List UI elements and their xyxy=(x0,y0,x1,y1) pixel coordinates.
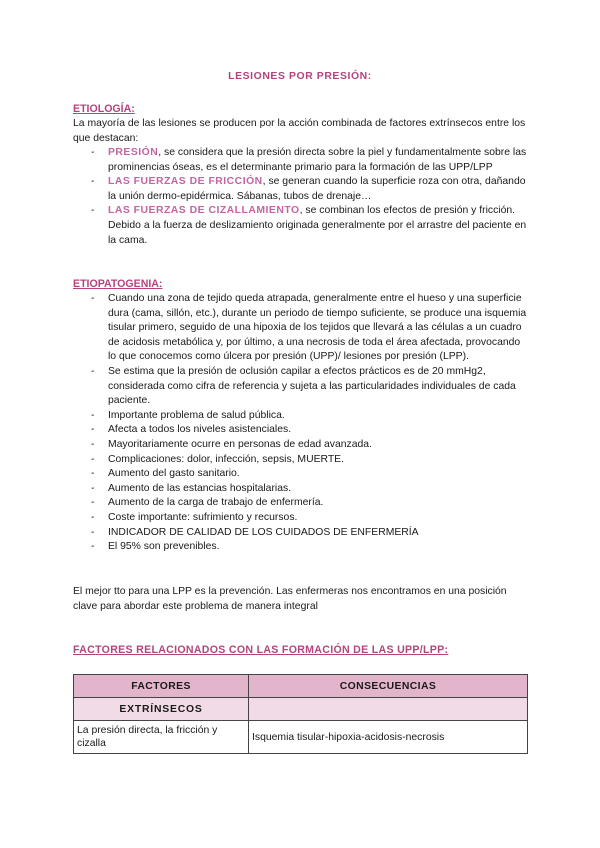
column-header-consecuencias: CONSECUENCIAS xyxy=(249,675,528,698)
term-cizallamiento: LAS FUERZAS DE CIZALLAMIENTO xyxy=(108,205,300,217)
etiologia-intro: La mayoría de las lesiones se producen por la acción combinada de factores extrínsecos entre los que destacan: xyxy=(73,118,526,144)
list-item: - Mayoritariamente ocurre en personas de edad avanzada. xyxy=(91,438,528,453)
list-item: - Aumento de la carga de trabajo de enfermería. xyxy=(91,496,528,511)
consecuencia-cell: Isquemia tisular-hipoxia-acidosis-necrosis xyxy=(249,721,528,754)
etiopatogenia-list xyxy=(91,292,528,555)
list-item xyxy=(91,146,528,175)
etiopatogenia-heading: ETIOPATOGENIA: xyxy=(73,278,163,290)
factores-table xyxy=(73,674,528,754)
table-subheader-row xyxy=(74,698,528,721)
term-friccion: LAS FUERZAS DE FRICCIÓN xyxy=(108,176,263,188)
document-title: LESIONES POR PRESIÓN: xyxy=(228,71,372,82)
factor-cell: La presión directa, la fricción y cizalla xyxy=(74,721,249,754)
table-row xyxy=(74,721,528,754)
list-item: - Importante problema de salud pública. xyxy=(91,409,528,424)
list-item: - Afecta a todos los niveles asistenciales. xyxy=(91,423,528,438)
list-item: - Aumento de las estancias hospitalarias. xyxy=(91,482,528,497)
table-header-row xyxy=(74,675,528,698)
list-item: - INDICADOR DE CALIDAD DE LOS CUIDADOS DE ENFERMERÍA xyxy=(91,526,528,541)
etiologia-heading: ETIOLOGÍA: xyxy=(73,103,135,115)
list-item: - Complicaciones: dolor, infección, sepsis, MUERTE. xyxy=(91,453,528,468)
list-item xyxy=(91,204,528,248)
subheader-extrinsecos: EXTRÍNSECOS xyxy=(74,698,249,721)
term-presion: PRESIÓN xyxy=(108,147,159,158)
item-text: , se generan cuando la superficie roza con otra, dañando la unión dermo-epidérmica. Sábanas, tubos de drenaje… xyxy=(108,176,526,202)
list-item: - Aumento del gasto sanitario. xyxy=(91,467,528,482)
list-item: - Coste importante: sufrimiento y recursos. xyxy=(91,511,528,526)
list-item: - Cuando una zona de tejido queda atrapada, generalmente entre el hueso y una superficie dura (cama, sillón, etc.), durante un periodo de tiempo suficiente, se produce una isquemia tisular primero, seguido de una hipoxia de los tejidos que llevará a las células a un cuadro de acidosis metabólica y, por último, a una necrosis de toda el área afectada, provocando lo que conocemos como úlcera por presión (UPP)/ lesiones por presión (LPP). xyxy=(91,292,528,365)
etiologia-list xyxy=(91,146,528,248)
column-header-factores: FACTORES xyxy=(74,675,249,698)
conclusion-paragraph: El mejor tto para una LPP es la prevención. Las enfermeras nos encontramos en una posición clave para abordar este problema de manera integral xyxy=(73,586,507,612)
item-text: , se combinan los efectos de presión y fricción. Debido a la fuerza de deslizamiento originada generalmente por el arrastre del paciente en la cama. xyxy=(108,205,527,246)
list-item xyxy=(91,175,528,204)
list-item: - Se estima que la presión de oclusión capilar a efectos prácticos es de 20 mmHg2, considerada como cifra de referencia y sujeta a las particularidades individuales de cada paciente. xyxy=(91,365,528,409)
item-text: , se considera que la presión directa sobre la piel y fundamentalmente sobre las prominencias óseas, es el determinante primario para la formación de las UPP/LPP xyxy=(108,147,527,173)
factores-heading: FACTORES RELACIONADOS CON LAS FORMACIÓN DE LAS UPP/LPP: xyxy=(73,644,449,656)
subheader-empty-cell xyxy=(249,698,528,721)
list-item: - El 95% son prevenibles. xyxy=(91,540,528,555)
